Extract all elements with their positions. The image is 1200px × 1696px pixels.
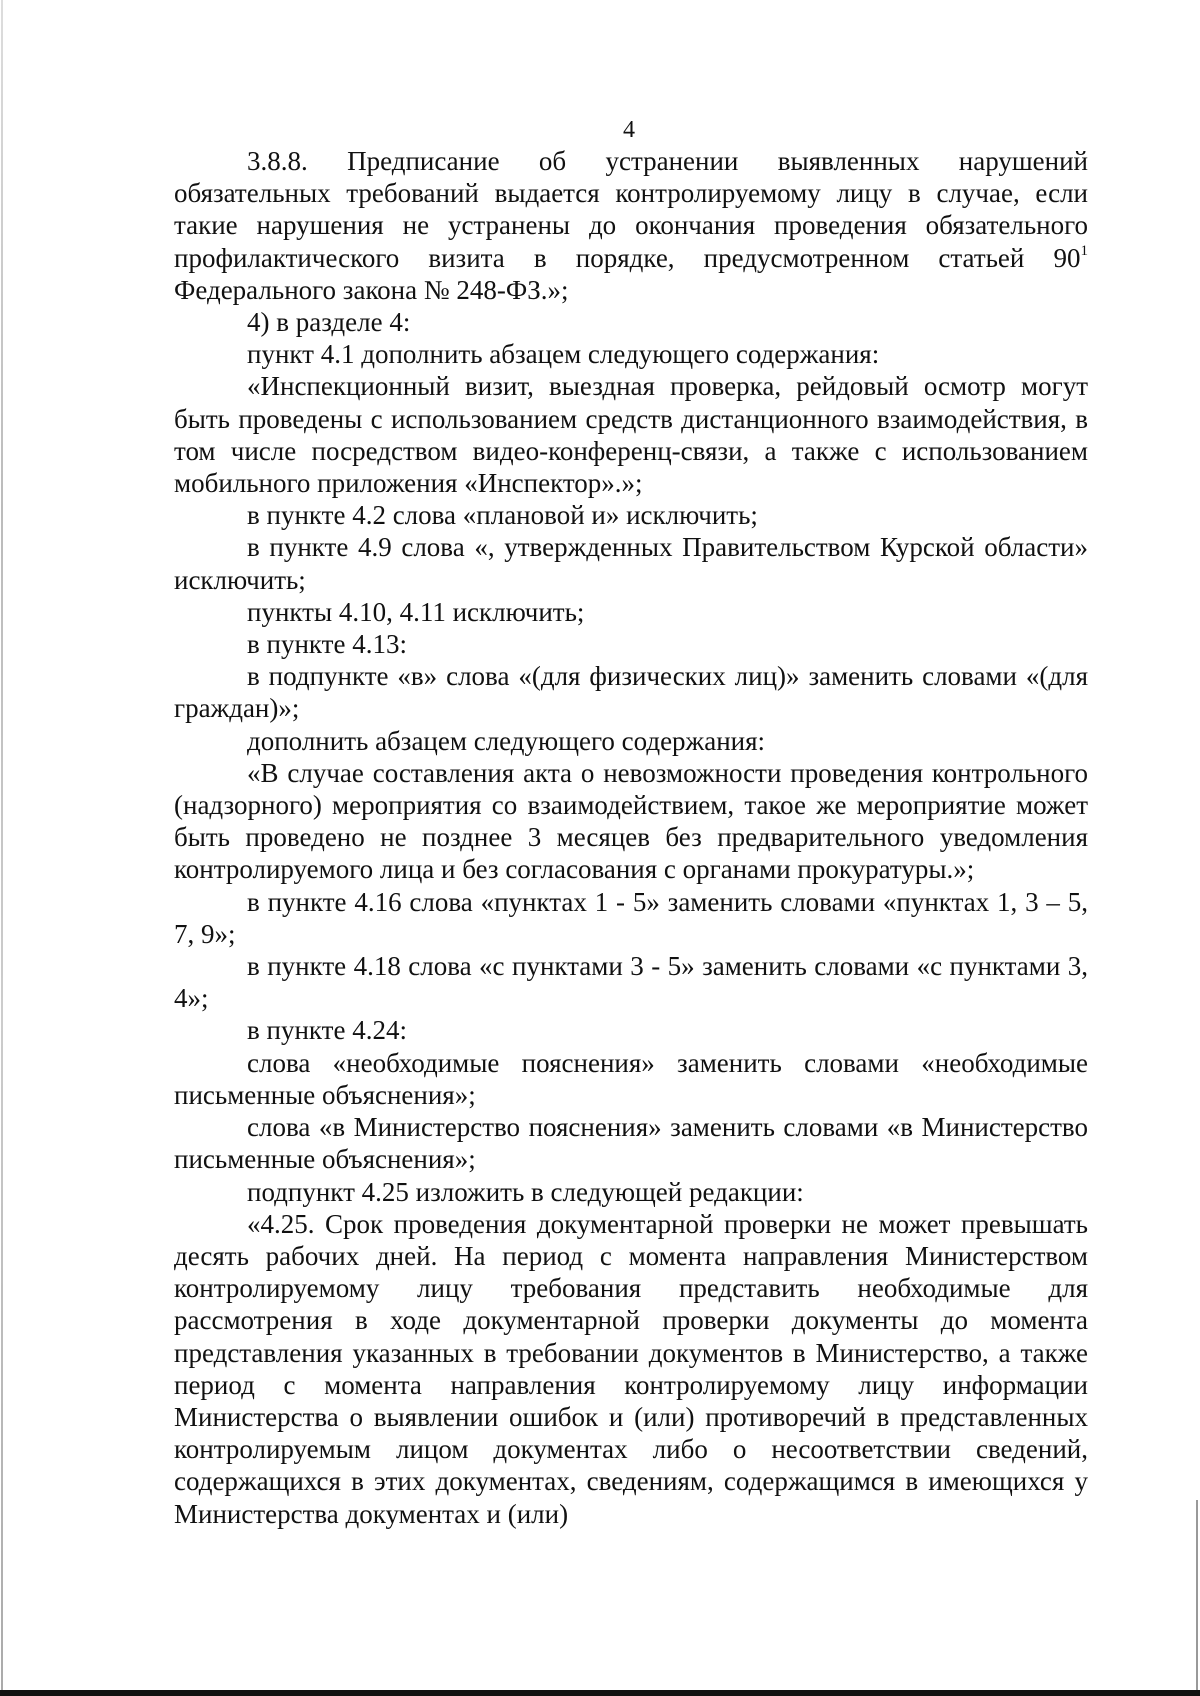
paragraph: пункты 4.10, 4.11 исключить; [247, 596, 585, 627]
paragraph-quote: «В случае составления акта о невозможности проведения контрольного (надзорного) мероприятия со взаимодействием, такое же мероприятие может быть проведено не позднее 3 месяцев без предварительного уведомления контролируемого лица и без согласования с органами прокуратуры.»; [174, 757, 1088, 885]
paragraph-text: Федерального закона № 248-ФЗ.»; [174, 274, 569, 305]
scan-edge-left [1, 0, 3, 1696]
paragraph-quote: «Инспекционный визит, выездная проверка, рейдовый осмотр могут быть проведены с использованием средств дистанционного взаимодействия, в том числе посредством видео-конференц-связи, а также с использованием мобильного приложения «Инспектор».»; [174, 371, 1088, 499]
paragraph-section-4: 4) в разделе 4: [247, 307, 411, 338]
paragraph-3-8-8 [174, 145, 1088, 306]
scan-edge-bottom [0, 1690, 1200, 1696]
paragraph: слова «необходимые пояснения» заменить словами «необходимые письменные объяснения»; [174, 1047, 1088, 1110]
paragraph: в пункте 4.13: [247, 629, 407, 660]
scan-edge-right [1196, 1500, 1198, 1696]
superscript: 1 [1080, 242, 1088, 259]
paragraph-text: 3.8.8. Предписание об устранении выявленных нарушений обязательных требований выдается контролируемому лицу в случае, если такие нарушения не устранены до окончания проведения обязательного профилактического визита в порядке, предусмотренном статьей 90 [174, 146, 1088, 273]
paragraph: в пункте 4.2 слова «плановой и» исключить; [247, 500, 758, 531]
paragraph: в пункте 4.18 слова «с пунктами 3 - 5» заменить словами «с пунктами 3, 4»; [174, 951, 1088, 1014]
paragraph: слова «в Министерство пояснения» заменить словами «в Министерство письменные объяснения»; [174, 1112, 1088, 1175]
paragraph-quote: «4.25. Срок проведения документарной проверки не может превышать десять рабочих дней. На период с момента направления Министерством контролируемому лицу требования представить необходимые для рассмотрения в ходе документарной проверки документы до момента представления указанных в требовании документов в Министерство, а также период с момента направления контролируемому лицу информации Министерства о выявлении ошибок и (или) противоречий в представленных контролируемым лицом документах либо о несоответствии сведений, содержащихся в этих документах, сведениям, содержащимся в имеющихся у Министерства документах и (или) [174, 1208, 1088, 1529]
paragraph: дополнить абзацем следующего содержания: [247, 725, 766, 756]
page-number: 4 [623, 117, 635, 143]
paragraph: в пункте 4.9 слова «, утвержденных Правительством Курской области» исключить; [174, 532, 1088, 595]
paragraph: в пункте 4.24: [247, 1015, 407, 1046]
paragraph: в пункте 4.16 слова «пунктах 1 - 5» заменить словами «пунктах 1, 3 – 5, 7, 9»; [174, 886, 1088, 949]
document-body [174, 145, 1088, 1530]
paragraph: пункт 4.1 дополнить абзацем следующего содержания: [247, 339, 880, 370]
paragraph: подпункт 4.25 изложить в следующей редакции: [247, 1176, 804, 1207]
paragraph: в подпункте «в» слова «(для физических лиц)» заменить словами «(для граждан)»; [174, 661, 1088, 724]
